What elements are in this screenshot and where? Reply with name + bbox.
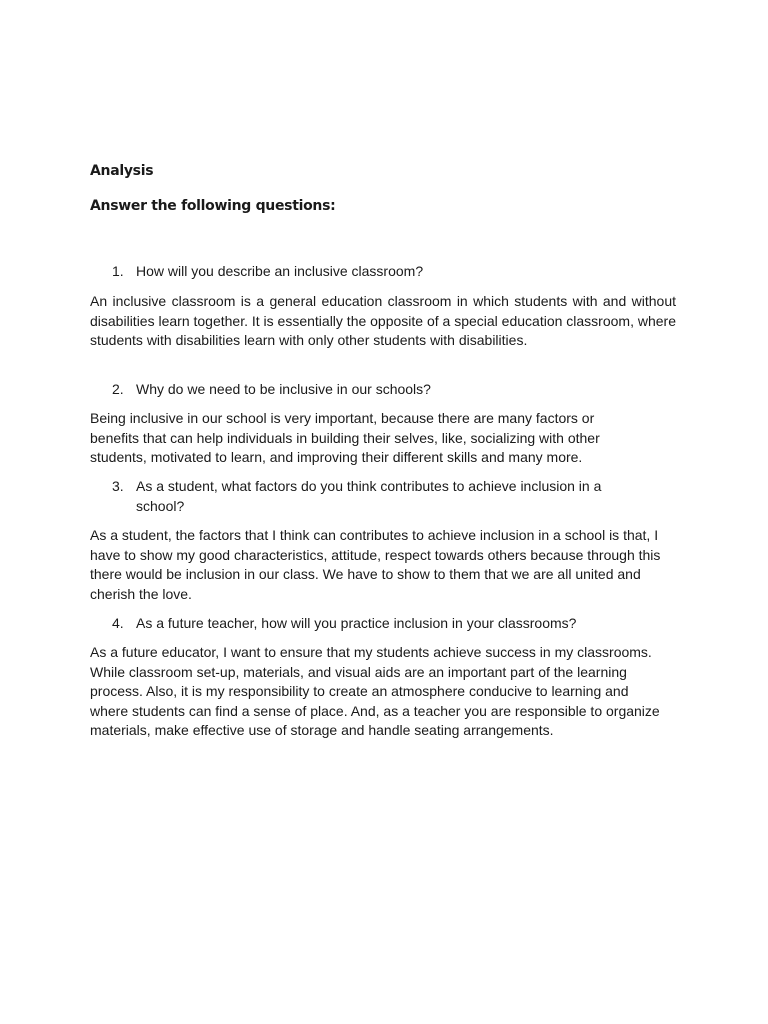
question-number: 3.	[112, 478, 124, 494]
question-text: As a student, what factors do you think contributes to achieve inclusion in a school?	[136, 478, 602, 514]
question-4	[112, 614, 672, 634]
answer-1: An inclusive classroom is a general education classroom in which students with and without disabilities learn together. It is essentially the opposite of a special education classroom, where students with disabilities learn with only other students with disabilities.	[90, 293, 676, 348]
question-3	[112, 477, 642, 516]
question-2	[112, 380, 652, 400]
question-1	[112, 262, 652, 282]
question-number: 1.	[112, 263, 124, 279]
question-text: Why do we need to be inclusive in our schools?	[136, 381, 431, 397]
section-subheading: Answer the following questions:	[90, 198, 336, 214]
question-number: 4.	[112, 615, 124, 631]
question-text: How will you describe an inclusive classroom?	[136, 263, 424, 279]
question-number: 2.	[112, 381, 124, 397]
question-text: As a future teacher, how will you practice inclusion in your classrooms?	[136, 615, 577, 631]
answer-4: As a future educator, I want to ensure that my students achieve success in my classrooms. While classroom set-up, materials, and visual aids are an important part of the learning process. Also, it is my responsibility to create an atmosphere conducive to learning and where students can find a sense of place. And, as a teacher you are responsible to organize materials, make effective use of storage and handle seating arrangements.	[90, 644, 660, 738]
section-heading: Analysis	[90, 163, 154, 179]
answer-3: As a student, the factors that I think can contributes to achieve inclusion in a school is that, I have to show my good characteristics, attitude, respect towards others because through this there would be inclusion in our class. We have to show to them that we are all united and cherish the love.	[90, 527, 661, 602]
answer-2: Being inclusive in our school is very important, because there are many factors or benefits that can help individuals in building their selves, like, socializing with other students, motivated to learn, and improving their different skills and many more.	[90, 410, 600, 465]
